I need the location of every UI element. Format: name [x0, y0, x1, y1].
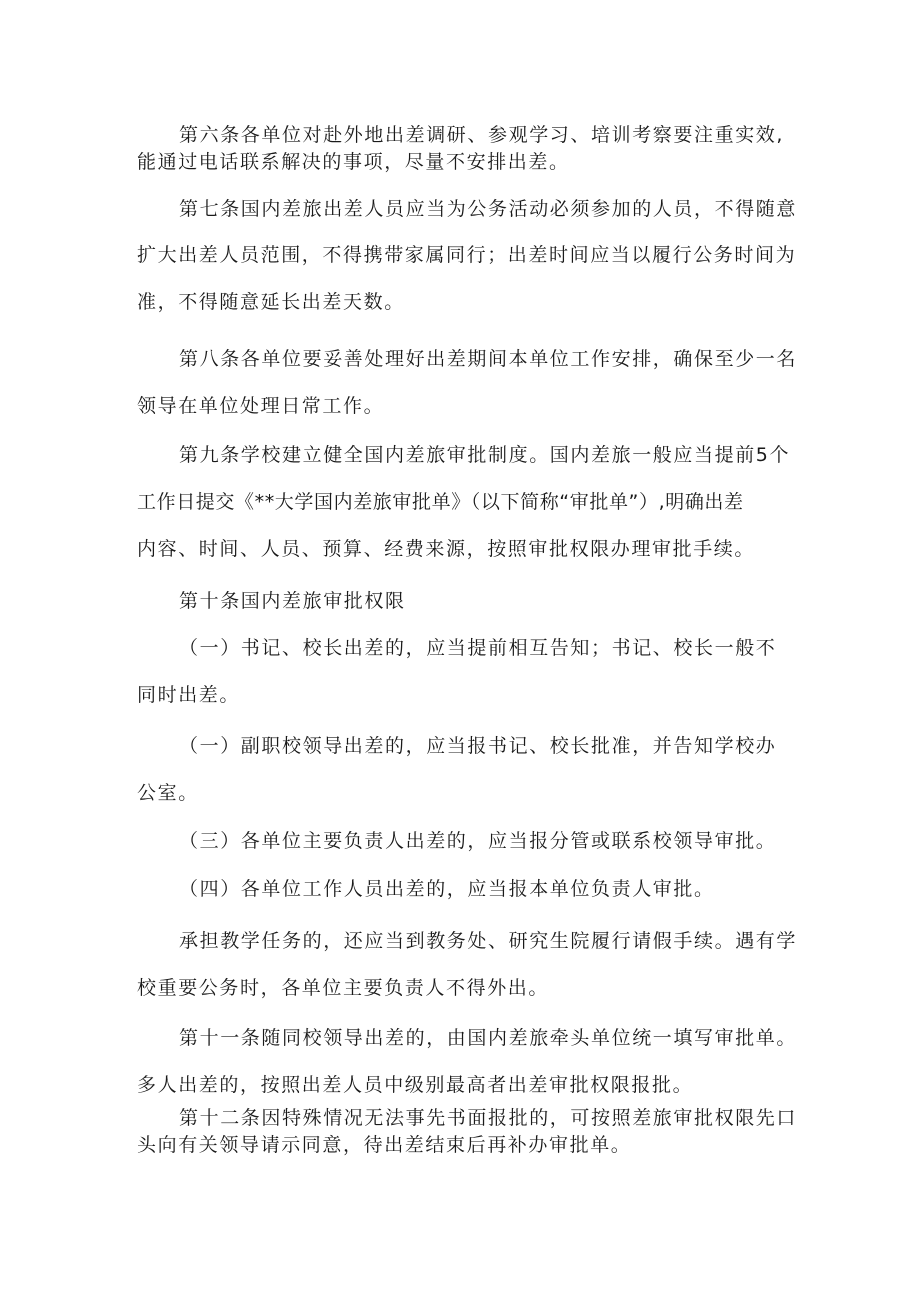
article-8-line-1: 第八条各单位要妥善处理好出差期间本单位工作安排，确保至少一名: [179, 348, 798, 370]
item-2-line-2: 公室。: [137, 782, 199, 804]
article-10-heading: 第十条国内差旅审批权限: [179, 590, 406, 612]
article-7-line-3: 准，不得随意延长出差天数。: [137, 291, 405, 313]
article-7-line-1: 第七条国内差旅出差人员应当为公务活动必须参加的人员，不得随意: [179, 198, 798, 220]
item-4-line: （四）各单位工作人员出差的，应当报本单位负责人审批。: [179, 878, 715, 900]
item-2-line-1: （一）副职校领导出差的，应当报书记、校长批准，并告知学校办: [179, 735, 777, 757]
article-7-line-2: 扩大出差人员范围，不得携带家属同行；出差时间应当以履行公务时间为: [137, 244, 797, 266]
teaching-note-line-2: 校重要公务时，各单位主要负责人不得外出。: [137, 977, 550, 999]
teaching-note-line-1: 承担教学任务的，还应当到教务处、研究生院履行请假手续。遇有学: [179, 930, 798, 952]
article-12-line-2: 头向有关领导请示同意，待出差结束后再补办审批单。: [137, 1134, 632, 1156]
article-12-line-1: 第十二条因特殊情况无法事先书面报批的，可按照差旅审批权限先口: [179, 1107, 798, 1129]
article-9-line-1: 第九条学校建立健全国内差旅审批制度。国内差旅一般应当提前5个: [179, 444, 791, 466]
item-1-line-2: 同时出差。: [137, 684, 241, 706]
article-8-line-2: 领导在单位处理日常工作。: [137, 395, 385, 417]
article-6-line-2: 能通过电话联系解决的事项，尽量不安排出差。: [137, 151, 570, 173]
item-3-line: （三）各单位主要负责人出差的，应当报分管或联系校领导审批。: [179, 830, 777, 852]
article-9-line-3: 内容、时间、人员、预算、经费来源，按照审批权限办理审批手续。: [137, 538, 756, 560]
item-1-line-1: （一）书记、校长出差的，应当提前相互告知；书记、校长一般不: [179, 637, 777, 659]
article-11-line-2: 多人出差的，按照出差人员中级别最高者出差审批权限报批。: [137, 1074, 694, 1096]
article-9-line-2: 工作日提交《**大学国内差旅审批单》（以下简称“审批单”）,明确出差: [137, 491, 744, 513]
article-6-line-1: 第六条各单位对赴外地出差调研、参观学习、培训考察要注重实效,: [179, 124, 785, 146]
article-11-line-1: 第十一条随同校领导出差的，由国内差旅牵头单位统一填写审批单。: [179, 1027, 798, 1049]
